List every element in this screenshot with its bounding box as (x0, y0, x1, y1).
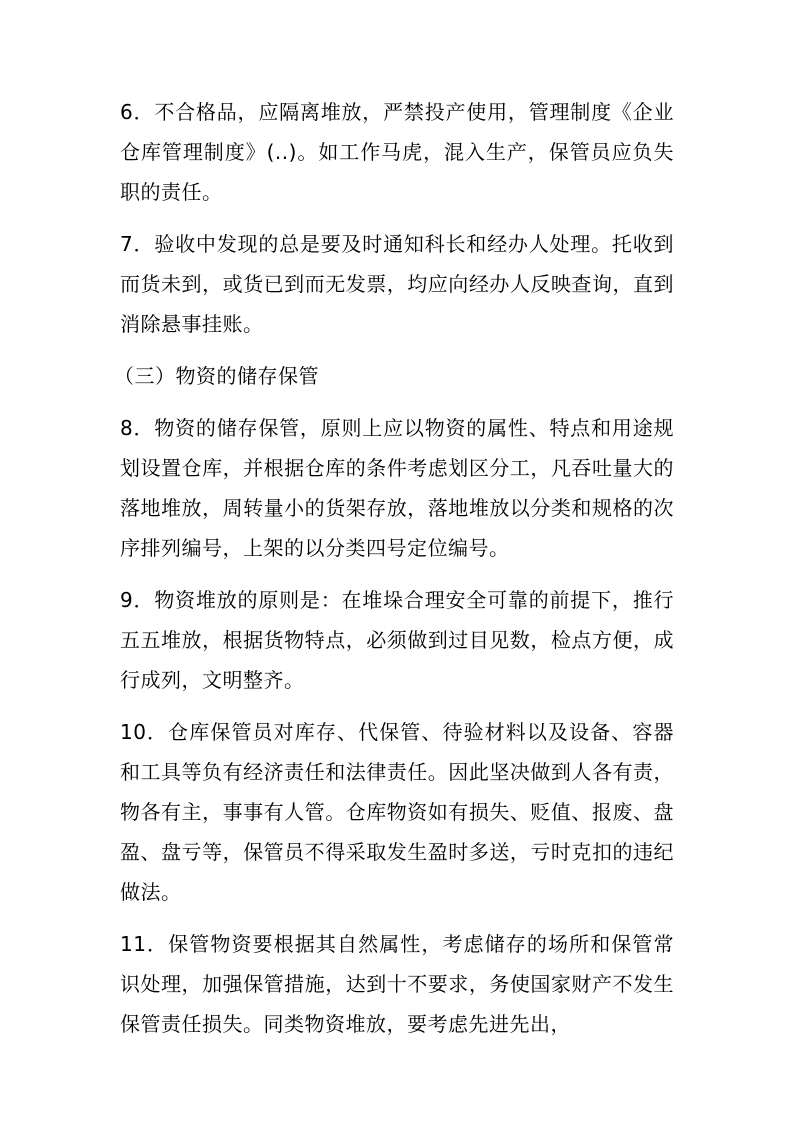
paragraph-item-6: 6．不合格品，应隔离堆放，严禁投产使用，管理制度《企业仓库管理制度》(..)。如工作马虎，混入生产，保管员应负失职的责任。 (120, 100, 674, 204)
section-heading: （三）物资的储存保管 (114, 364, 319, 388)
paragraph-item-10: 10．仓库保管员对库存、代保管、待验材料以及设备、容器和工具等负有经济责任和法律责任。因此坚决做到人各有责，物各有主，事事有人管。仓库物资如有损失、贬值、报废、盘盈、盘亏等，保管员不得采取发生盈时多送，亏时克扣的违纪做法。 (120, 720, 674, 904)
paragraph-item-7: 7．验收中发现的总是要及时通知科长和经办人处理。托收到而货未到，或货已到而无发票，均应向经办人反映查询，直到消除悬事挂账。 (120, 232, 674, 336)
document-body (114, 92, 674, 1056)
paragraph-item-9: 9．物资堆放的原则是：在堆垛合理安全可靠的前提下，推行五五堆放，根据货物特点，必须做到过目见数，检点方便，成行成列，文明整齐。 (120, 588, 674, 692)
paragraph-item-8: 8．物资的储存保管，原则上应以物资的属性、特点和用途规划设置仓库，并根据仓库的条件考虑划区分工，凡吞吐量大的落地堆放，周转量小的货架存放，落地堆放以分类和规格的次序排列编号，上架的以分类四号定位编号。 (120, 416, 674, 560)
paragraph-item-11: 11．保管物资要根据其自然属性，考虑储存的场所和保管常识处理，加强保管措施，达到十不要求，务使国家财产不发生保管责任损失。同类物资堆放，要考虑先进先出， (120, 932, 674, 1036)
